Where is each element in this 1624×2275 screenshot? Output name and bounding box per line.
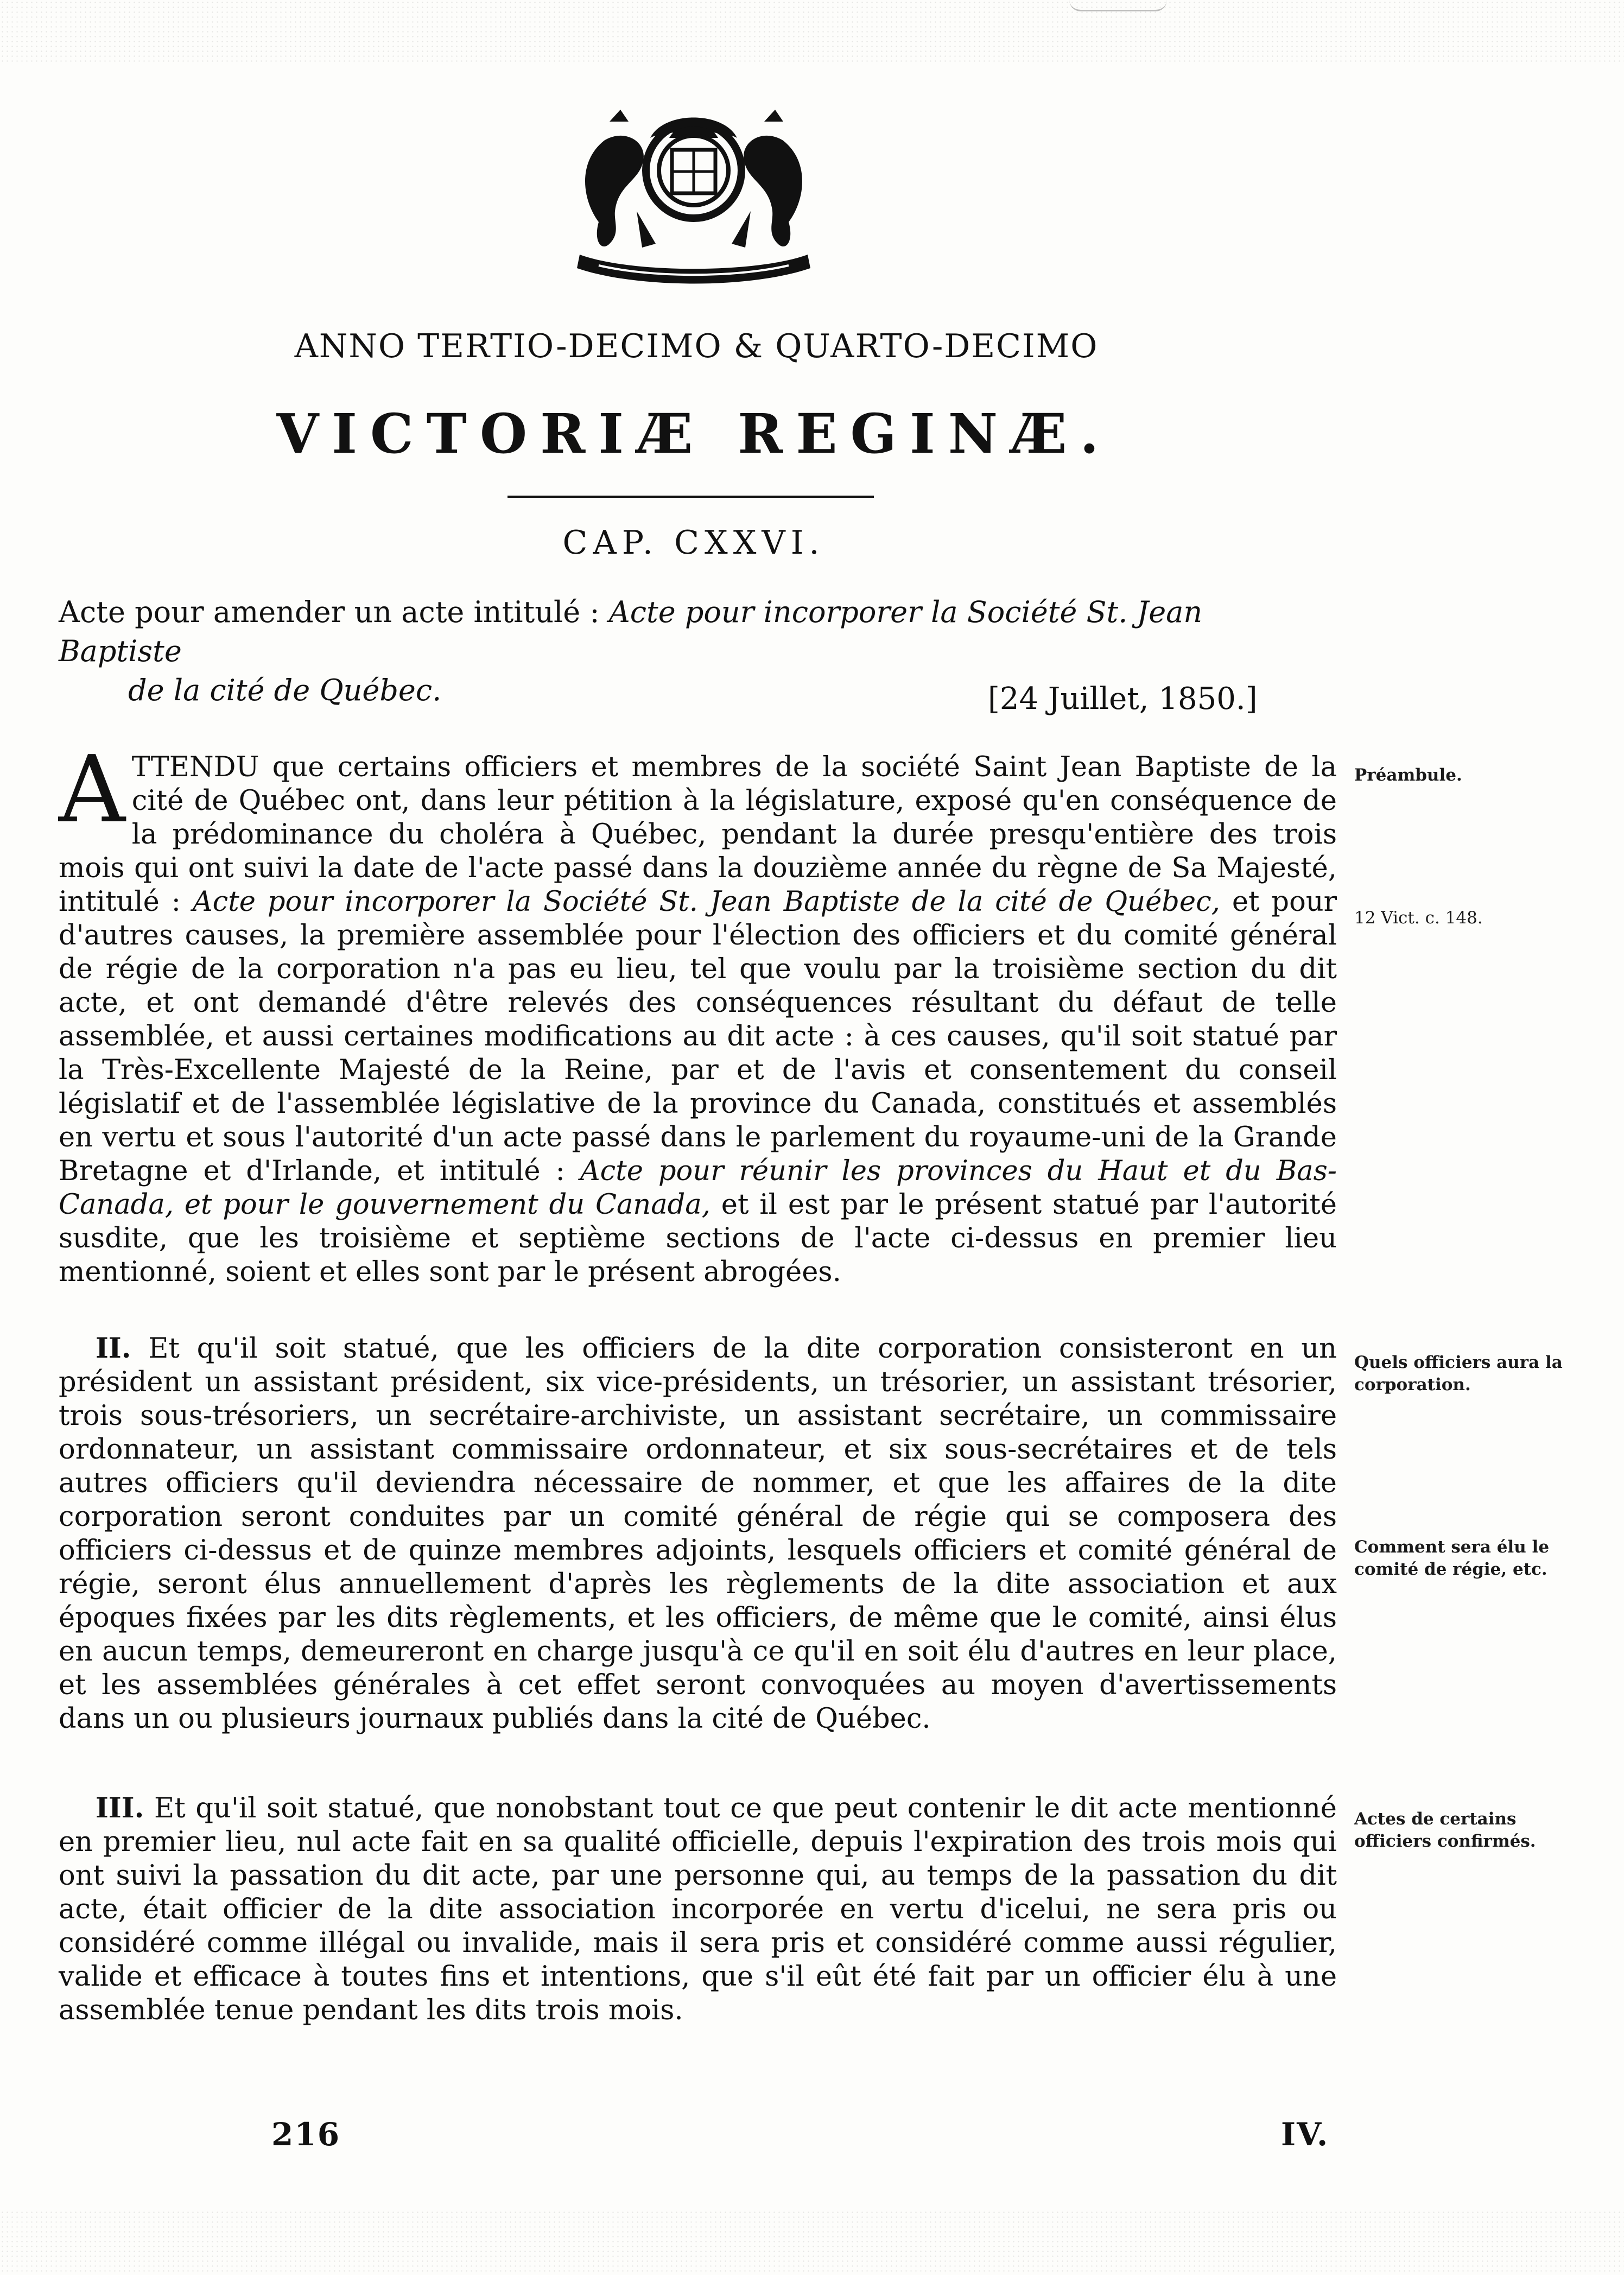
- chapter-heading: CAP. CXXVI.: [562, 524, 825, 562]
- margin-note-vict: 12 Vict. c. 148.: [1354, 908, 1483, 928]
- act-title-italic-part-2: de la cité de Québec.: [128, 673, 442, 707]
- act-date: [24 Juillet, 1850.]: [988, 681, 1258, 717]
- drop-cap-letter: A: [59, 736, 125, 844]
- section-iii-text: Et qu'il soit statué, que nonobstant tout ce que peut contenir le dit acte mentionné en premier lieu, nul acte fait en sa qualité officielle, depuis l'expiration des trois mois qui ont suivi la passation du dit acte, par une personne qui, au temps de la passation du dit acte, était officier de la dite association incorporée en vertu d'icelui, ne sera pris ou considéré comme illégal ou invalide, mais il sera pris et considéré comme aussi régulier, valide et efficace à toutes fins et intentions, que s'il eût été fait par un officier élu à une assemblée tenue pendant les dits trois mois.: [59, 1792, 1337, 2026]
- margin-note-comite: Comment sera élu le comité de régie, etc.: [1354, 1537, 1550, 1579]
- page-top-mark: [1069, 0, 1167, 11]
- section-ii-paragraph: [59, 1332, 1337, 1736]
- heading-divider: [507, 496, 874, 498]
- margin-note-officiers: Quels officiers aura la corporation.: [1354, 1353, 1563, 1395]
- preamble-italic-2: Acte pour réunir les provinces du Haut et du Bas-Canada, et pour le gouvernement du Canada,: [59, 1155, 1337, 1221]
- page-edge-noise-bottom: [0, 2210, 1624, 2275]
- margin-note-preambule: Préambule.: [1354, 765, 1462, 785]
- section-iii-paragraph: [59, 1791, 1337, 2027]
- section-iii-number: III.: [96, 1792, 144, 1824]
- preamble-text-2: et pour d'autres causes, la première assemblée pour l'élection des officiers et du comité général de régie de la corporation n'a pas eu lieu, tel que voulu par la troisième section du dit acte, et ont demandé d'être relevés des conséquences résultant du défaut de telle assemblée, et aussi certaines modifications au dit acte : à ces causes, qu'il soit statué par la Très-Excellente Majesté de la Reine, par et de l'avis et consentement du conseil législatif et de l'assemblée législative de la province du Canada, constitués et assemblés en vertu et sous l'autorité d'un acte passé dans le parlement du royaume-uni de la Grande Bretagne et d'Irlande, et intitulé :: [59, 886, 1337, 1187]
- preamble-text-3: et il est par le présent statué par l'autorité susdite, que les troisième et septième sections de l'acte ci-dessus en premier lieu mentionné, soient et elles sont par le présent abrogées.: [59, 1189, 1337, 1288]
- margin-note-actes: Actes de certains officiers confirmés.: [1354, 1809, 1536, 1851]
- anno-heading: ANNO TERTIO-DECIMO & QUARTO-DECIMO: [294, 327, 1099, 365]
- section-ii-text: Et qu'il soit statué, que les officiers de la dite corporation consisteront en un président un assistant président, six vice-présidents, un trésorier, un assistant trésorier, trois sous-trésoriers, un secrétaire-archiviste, un assistant secrétaire, un commissaire ordonnateur, un assistant commissaire ordonnateur, et six sous-secrétaires et de tels autres officiers qu'il deviendra nécessaire de nommer, et que les affaires de la dite corporation seront conduites par un comité général de régie qui se composera des officiers ci-dessus et de quinze membres adjoints, lesquels officiers et comité général de régie, seront élus annuellement d'après les règlements de la dite association et aux époques fixées par les dits règlements, et les officiers, de même que le comité, ainsi élus en aucun temps, demeureront en charge jusqu'à ce qu'il en soit élu d'autres en leur place, et les assemblées générales à cet effet seront convoquées au moyen d'avertissements dans un ou plusieurs journaux publiés dans la cité de Québec.: [59, 1333, 1337, 1735]
- signature-mark: IV.: [1281, 2116, 1329, 2153]
- reign-heading: VICTORIÆ REGINÆ.: [276, 402, 1112, 466]
- preamble-paragraph: [59, 736, 1337, 1289]
- page-number: 216: [271, 2116, 341, 2153]
- act-title-prefix: Acte pour amender un acte intitulé :: [59, 595, 609, 629]
- act-title-italic-part-1: Acte pour incorporer la Société St. Jean Baptiste: [59, 595, 1203, 668]
- page-edge-noise-top: [0, 0, 1624, 65]
- preamble-italic-1: Acte pour incorporer la Société St. Jean Baptiste de la cité de Québec,: [192, 886, 1220, 918]
- preamble-text-1: TTENDU que certains officiers et membres de la société Saint Jean Baptiste de la cité de Québec ont, dans leur pétition à la législature, exposé qu'en conséquence de la prédominance du choléra à Québec, pendant la durée presqu'entière des trois mois qui ont suivi la date de l'acte passé dans la douzième année du règne de Sa Majesté, intitulé :: [59, 751, 1337, 918]
- section-ii-number: II.: [96, 1332, 131, 1365]
- royal-coat-of-arms-icon: [517, 105, 870, 295]
